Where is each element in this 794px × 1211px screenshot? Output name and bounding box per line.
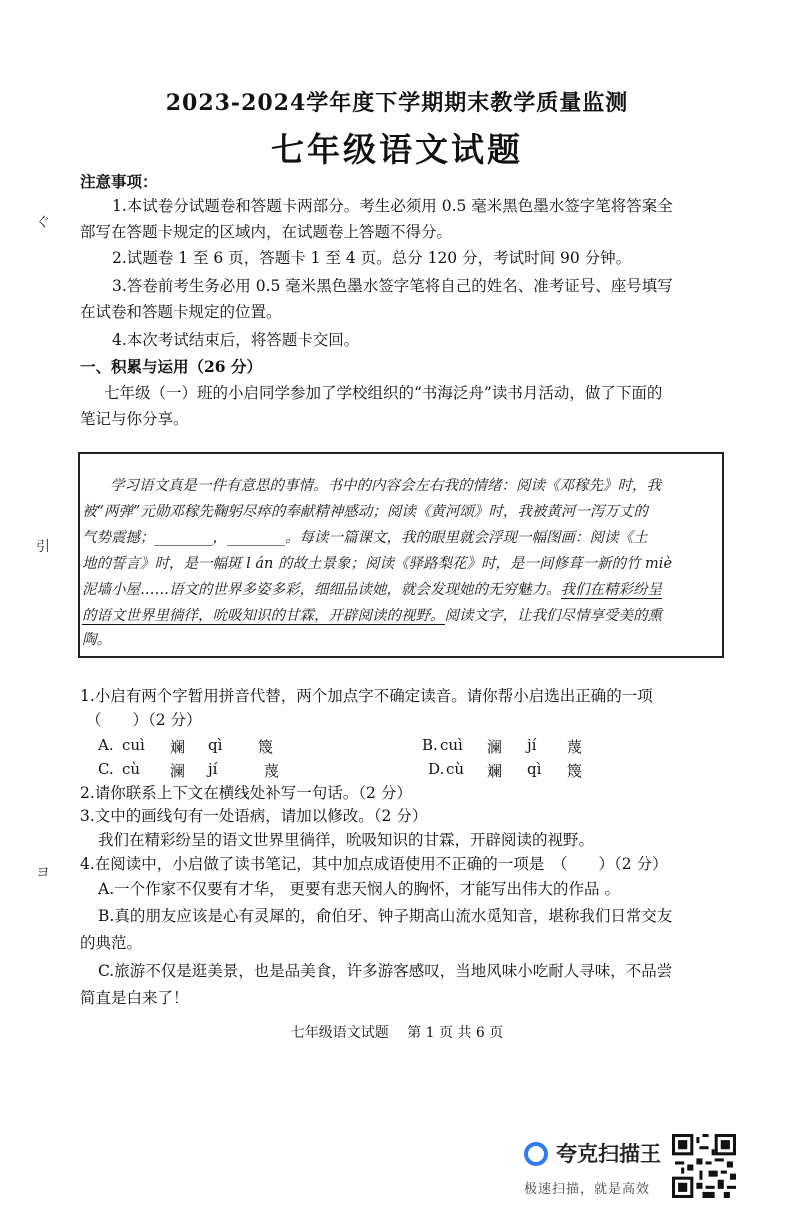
notice-line: 在试卷和答题卡规定的位置。 <box>80 303 282 321</box>
passage-line: 地的誓言》时，是一幅斑 l án 的故土景象；阅读《驿路梨花》时，是一间修葺一新的竹 miè <box>82 556 673 572</box>
notice-line: 部写在答题卡规定的区域内，在试题卷上答题不得分。 <box>80 223 453 241</box>
page-footer: 七年级语文试题 第 1 页 共 6 页 <box>290 1025 504 1041</box>
underlined-sentence: 的语文世界里徜徉，吮吸知识的甘霖，开辟阅读的视野。 <box>82 608 445 624</box>
underlined-sentence: 我们在精彩纷呈 <box>560 582 662 598</box>
question-4-option-a: A.一个作家不仅要有才华， 更要有悲天悯人的胸怀，才能写出伟大的作品 。 <box>98 880 620 898</box>
question-3-sentence: 我们在精彩纷呈的语文世界里徜徉，吮吸知识的甘霖，开辟阅读的视野。 <box>98 831 595 849</box>
section-intro: 七年级（一）班的小启同学参加了学校组织的“书海泛舟”读书月活动，做了下面的 <box>104 384 663 402</box>
question-4-option-b-cont: 的典范。 <box>80 934 143 952</box>
question-1-stem: 1.小启有两个字暂用拼音代替，两个加点字不确定读音。请你帮小启选出正确的一项 <box>80 687 653 705</box>
question-2-stem: 2.请你联系上下文在横线处补写一句话。（2 分） <box>80 784 412 802</box>
question-1-bracket: （ ）（2 分） <box>86 711 202 729</box>
side-mark: 引 <box>36 539 50 555</box>
notice-line: 4.本次考试结束后，将答题卡交回。 <box>112 331 360 349</box>
notice-line: 3.答卷前考生务必用 0.5 毫米黑色墨水签字笔将自己的姓名、准考证号、座号填写 <box>112 277 673 295</box>
passage-text: 泥墙小屋……语文的世界多姿多彩，细细品读她，就会发现她的无穷魅力。 <box>82 582 561 598</box>
scanner-logo-icon <box>524 1142 548 1166</box>
notice-heading: 注意事项： <box>80 172 158 191</box>
question-4-stem: 4.在阅读中，小启做了读书笔记，其中加点成语使用不正确的一项是 （ ）（2 分） <box>80 855 668 873</box>
question-4-option-c-cont: 简直是白来了！ <box>80 989 189 1007</box>
scanner-slogan: 极速扫描，就是高效 <box>524 1182 651 1197</box>
exam-title: 2023-2024学年度下学期期末教学质量监测 <box>165 90 629 116</box>
section-heading: 一、积累与运用（26 分） <box>80 357 262 376</box>
passage-line: 气势震撼；________，________。每读一篇课文，我的眼里就会浮现一幅图画：阅读《土 <box>82 530 648 546</box>
question-4-option-c: C.旅游不仅是逛美景，也是品美食，许多游客感叹，当地风味小吃耐人寻味，不品尝 <box>98 962 673 980</box>
notice-line: 2.试题卷 1 至 6 页，答题卡 1 至 4 页。总分 120 分，考试时间 90 分钟。 <box>112 249 632 267</box>
qr-code-icon <box>672 1134 736 1198</box>
question-4-option-b: B.真的朋友应该是心有灵犀的，俞伯牙、钟子期高山流水觅知音，堪称我们日常交友 <box>98 907 673 925</box>
exam-subtitle: 七年级语文试题 <box>271 130 523 169</box>
passage-line <box>82 606 662 626</box>
section-intro: 笔记与你分享。 <box>80 410 189 428</box>
passage-text: 阅读文字，让我们尽情享受美的熏 <box>444 608 662 624</box>
reading-note-box <box>78 452 724 658</box>
passage-line: 被“两弹”元勋邓稼先鞠躬尽瘁的奉献精神感动；阅读《黄河颂》时，我被黄河一泻万丈的 <box>82 504 648 520</box>
passage-line: 学习语文真是一件有意思的事情。书中的内容会左右我的情绪：阅读《邓稼先》时，我 <box>110 478 661 494</box>
side-mark: ヨ <box>36 865 50 881</box>
side-mark: ぐ <box>36 215 50 231</box>
passage-line: 陶。 <box>82 632 111 648</box>
scanner-app-name: 夸克扫描王 <box>556 1142 661 1166</box>
question-3-stem: 3.文中的画线句有一处语病，请加以修改。（2 分） <box>80 807 428 825</box>
notice-line: 1.本试卷分试题卷和答题卡两部分。考生必须用 0.5 毫米黑色墨水签字笔将答案全 <box>112 197 673 215</box>
passage-line <box>82 580 662 600</box>
